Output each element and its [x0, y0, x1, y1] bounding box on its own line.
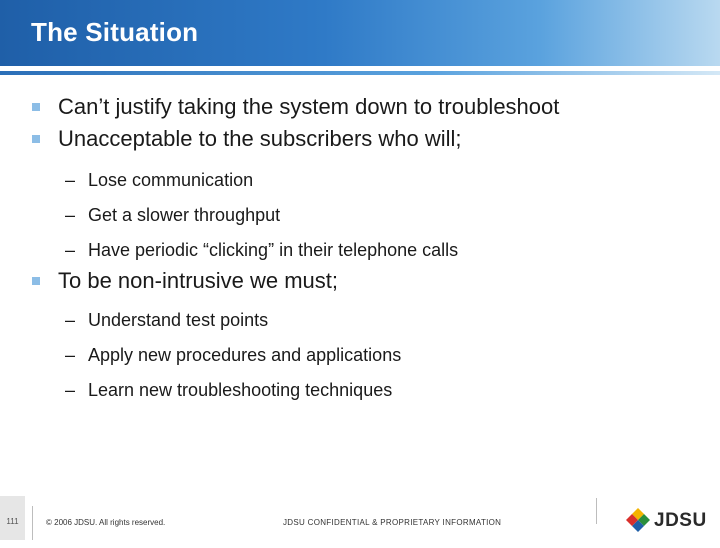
bullet-text: Unacceptable to the subscribers who will; [58, 126, 462, 151]
dash-bullet: – [65, 310, 76, 330]
footer-divider [32, 506, 33, 540]
header-stripe [0, 71, 720, 75]
title-bar [0, 0, 720, 66]
bullet-text: Can’t justify taking the system down to troubleshoot [58, 94, 560, 119]
dash-bullet: – [65, 240, 76, 260]
sub-bullet-text: Understand test points [88, 310, 269, 330]
confidential-notice: JDSU CONFIDENTIAL & PROPRIETARY INFORMATION [283, 518, 502, 527]
jdsu-logo-icon [625, 507, 651, 533]
square-bullet-icon [32, 103, 40, 111]
sub-bullet-text: Learn new troubleshooting techniques [88, 380, 393, 400]
slide-title: The Situation [31, 17, 199, 47]
dash-bullet: – [65, 170, 76, 190]
jdsu-logo [625, 507, 709, 533]
square-bullet-icon [32, 135, 40, 143]
dash-bullet: – [65, 380, 76, 400]
bullet-text: To be non-intrusive we must; [58, 268, 339, 293]
logo-wordmark: JDSU [654, 510, 707, 531]
sub-bullet-text: Get a slower throughput [88, 205, 281, 225]
slide-footer [0, 496, 720, 540]
slide-number: 111 [0, 496, 25, 540]
sub-bullet-text: Lose communication [88, 170, 254, 190]
sub-bullet-text: Have periodic “clicking” in their telephone calls [88, 240, 459, 260]
dash-bullet: – [65, 345, 76, 365]
dash-bullet: – [65, 205, 76, 225]
square-bullet-icon [32, 277, 40, 285]
copyright-text: © 2006 JDSU. All rights reserved. [46, 518, 166, 527]
sub-bullet-text: Apply new procedures and applications [88, 345, 402, 365]
footer-divider [596, 498, 597, 524]
